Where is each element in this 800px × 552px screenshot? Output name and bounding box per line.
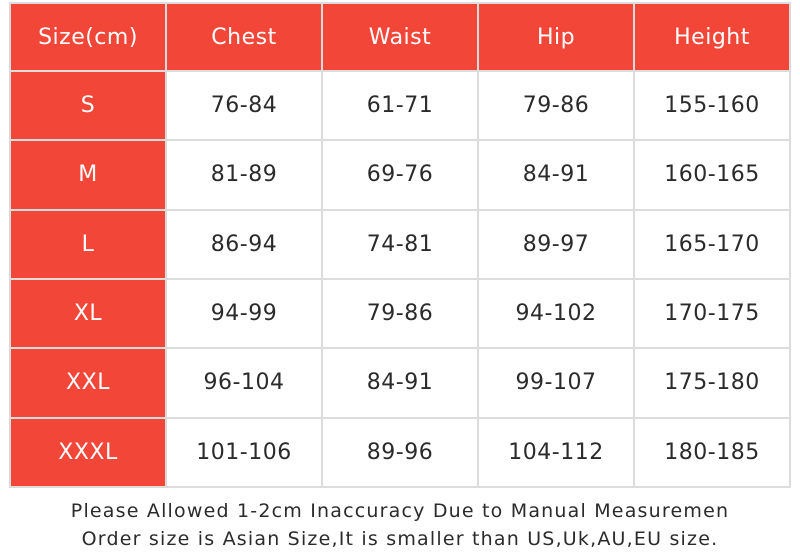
table-row bbox=[11, 280, 789, 347]
hip-cell: 94-102 bbox=[479, 280, 633, 347]
chest-cell: 86-94 bbox=[167, 211, 321, 278]
height-cell: 160-165 bbox=[635, 141, 789, 208]
height-cell: 170-175 bbox=[635, 280, 789, 347]
size-cell: M bbox=[11, 141, 165, 208]
asian-size-note: Order size is Asian Size,It is smaller than US,Uk,AU,EU size. bbox=[81, 528, 719, 550]
header-chest: Chest bbox=[167, 4, 321, 70]
size-cell: L bbox=[11, 211, 165, 278]
header-hip: Hip bbox=[479, 4, 633, 70]
chest-cell: 96-104 bbox=[167, 349, 321, 416]
chest-cell: 81-89 bbox=[167, 141, 321, 208]
table-header bbox=[11, 4, 789, 70]
hip-cell: 104-112 bbox=[479, 419, 633, 486]
table-row bbox=[11, 419, 789, 486]
header-size: Size(cm) bbox=[11, 4, 165, 70]
table-row bbox=[11, 72, 789, 139]
header-row bbox=[11, 4, 789, 70]
height-cell: 180-185 bbox=[635, 419, 789, 486]
height-cell: 165-170 bbox=[635, 211, 789, 278]
waist-cell: 61-71 bbox=[323, 72, 477, 139]
height-cell: 155-160 bbox=[635, 72, 789, 139]
waist-cell: 89-96 bbox=[323, 419, 477, 486]
hip-cell: 79-86 bbox=[479, 72, 633, 139]
table-row bbox=[11, 211, 789, 278]
hip-cell: 84-91 bbox=[479, 141, 633, 208]
chest-cell: 76-84 bbox=[167, 72, 321, 139]
chest-cell: 101-106 bbox=[167, 419, 321, 486]
height-cell: 175-180 bbox=[635, 349, 789, 416]
waist-cell: 84-91 bbox=[323, 349, 477, 416]
waist-cell: 74-81 bbox=[323, 211, 477, 278]
header-waist: Waist bbox=[323, 4, 477, 70]
table-row bbox=[11, 349, 789, 416]
waist-cell: 69-76 bbox=[323, 141, 477, 208]
hip-cell: 89-97 bbox=[479, 211, 633, 278]
table-body bbox=[11, 72, 789, 486]
size-cell: S bbox=[11, 72, 165, 139]
size-cell: XL bbox=[11, 280, 165, 347]
waist-cell: 79-86 bbox=[323, 280, 477, 347]
hip-cell: 99-107 bbox=[479, 349, 633, 416]
table-row bbox=[11, 141, 789, 208]
chest-cell: 94-99 bbox=[167, 280, 321, 347]
size-cell: XXXL bbox=[11, 419, 165, 486]
size-cell: XXL bbox=[11, 349, 165, 416]
header-height: Height bbox=[635, 4, 789, 70]
size-table bbox=[9, 2, 791, 488]
accuracy-note: Please Allowed 1-2cm Inaccuracy Due to Manual Measuremen bbox=[70, 500, 730, 522]
